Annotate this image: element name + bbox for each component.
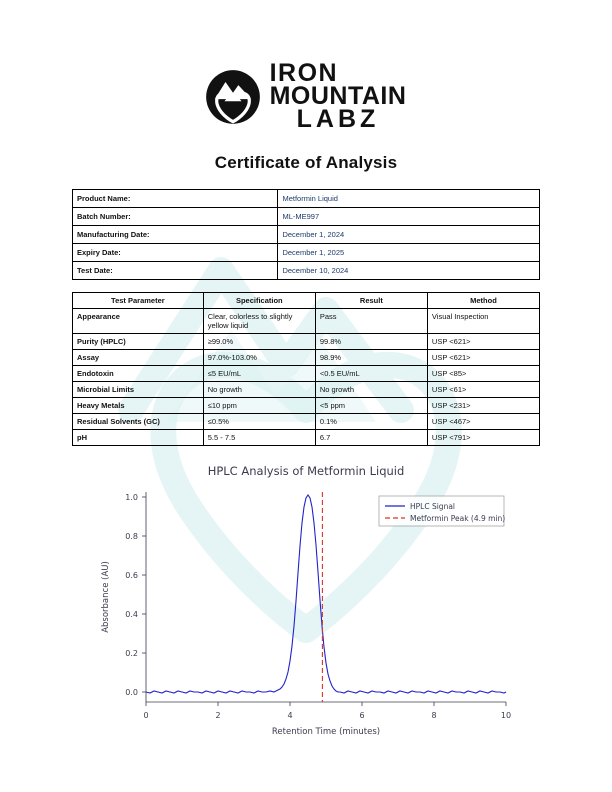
cell-method: USP <467> [427, 414, 539, 430]
cell-result: Pass [315, 309, 427, 334]
product-info-table [72, 189, 540, 280]
page-title: Certificate of Analysis [214, 153, 398, 172]
y-tick-0: 0.0 [125, 688, 138, 697]
cell-specification: ≤10 ppm [203, 398, 315, 414]
info-key: Product Name: [73, 190, 278, 208]
table-row [73, 414, 540, 430]
legend-label-signal: HPLC Signal [410, 502, 455, 511]
x-tick-1: 2 [215, 711, 221, 720]
info-value: December 1, 2025 [278, 244, 540, 262]
cell-method: Visual Inspection [427, 309, 539, 334]
hplc-chromatogram [72, 464, 540, 754]
table-row [73, 382, 540, 398]
test-results-table [72, 292, 540, 446]
logo-line-2: MOUNTAIN [269, 82, 407, 110]
chart-canvas [86, 480, 526, 745]
cell-method: USP <231> [427, 398, 539, 414]
col-header-result: Result [315, 293, 427, 309]
info-value: ML-ME997 [278, 208, 540, 226]
y-tick-4: 0.8 [125, 532, 138, 541]
cell-result: No growth [315, 382, 427, 398]
cell-method: USP <621> [427, 350, 539, 366]
cell-specification: ≥99.0% [203, 334, 315, 350]
table-row [73, 208, 540, 226]
cell-result: <5 ppm [315, 398, 427, 414]
x-tick-5: 10 [500, 711, 512, 720]
col-header-method: Method [427, 293, 539, 309]
cell-result: 99.8% [315, 334, 427, 350]
cell-result: 98.9% [315, 350, 427, 366]
info-key: Expiry Date: [73, 244, 278, 262]
table-row [73, 430, 540, 446]
y-tick-1: 0.2 [125, 649, 138, 658]
cell-specification: 97.0%-103.0% [203, 350, 315, 366]
y-tick-5: 1.0 [125, 493, 138, 502]
info-key: Batch Number: [73, 208, 278, 226]
x-tick-0: 0 [143, 711, 149, 720]
table-row [73, 262, 540, 280]
table-row [73, 190, 540, 208]
cell-specification: No growth [203, 382, 315, 398]
info-value: Metformin Liquid [278, 190, 540, 208]
info-value: December 1, 2024 [278, 226, 540, 244]
cell-parameter: pH [73, 430, 204, 446]
cell-method: USP <621> [427, 334, 539, 350]
cell-method: USP <791> [427, 430, 539, 446]
table-row [73, 226, 540, 244]
table-row [73, 309, 540, 334]
cell-specification: 5.5 - 7.5 [203, 430, 315, 446]
table-row [73, 334, 540, 350]
logo-line-3: LABZ [296, 105, 380, 133]
cell-method: USP <85> [427, 366, 539, 382]
cell-parameter: Microbial Limits [73, 382, 204, 398]
x-tick-4: 8 [431, 711, 437, 720]
table-header-row [73, 293, 540, 309]
table-row [73, 350, 540, 366]
cell-parameter: Appearance [73, 309, 204, 334]
cell-parameter: Heavy Metals [73, 398, 204, 414]
info-key: Test Date: [73, 262, 278, 280]
info-key: Manufacturing Date: [73, 226, 278, 244]
x-tick-3: 6 [359, 711, 365, 720]
x-axis-label: Retention Time (minutes) [271, 727, 381, 737]
y-axis-label: Absorbance (AU) [101, 561, 111, 633]
mountain-heart-icon [206, 68, 260, 126]
col-header-specification: Specification [203, 293, 315, 309]
cell-parameter: Purity (HPLC) [73, 334, 204, 350]
chart-legend [379, 496, 505, 526]
cell-specification: ≤0.5% [203, 414, 315, 430]
info-value: December 10, 2024 [278, 262, 540, 280]
cell-method: USP <61> [427, 382, 539, 398]
cell-specification: Clear, colorless to slightly yellow liquid [203, 309, 315, 334]
cell-parameter: Assay [73, 350, 204, 366]
y-tick-3: 0.6 [125, 571, 138, 580]
logo-line-1: IRON [269, 59, 339, 87]
cell-result: <0.5 EU/mL [315, 366, 427, 382]
cell-result: 0.1% [315, 414, 427, 430]
cell-parameter: Residual Solvents (GC) [73, 414, 204, 430]
y-tick-2: 0.4 [125, 610, 138, 619]
chart-title: HPLC Analysis of Metformin Liquid [207, 464, 405, 478]
company-logo [72, 0, 540, 131]
col-header-parameter: Test Parameter [73, 293, 204, 309]
table-row [73, 244, 540, 262]
cell-specification: ≤5 EU/mL [203, 366, 315, 382]
legend-label-peak: Metformin Peak (4.9 min) [410, 514, 506, 523]
table-row [73, 366, 540, 382]
table-row [73, 398, 540, 414]
cell-result: 6.7 [315, 430, 427, 446]
cell-parameter: Endotoxin [73, 366, 204, 382]
x-tick-2: 4 [287, 711, 293, 720]
